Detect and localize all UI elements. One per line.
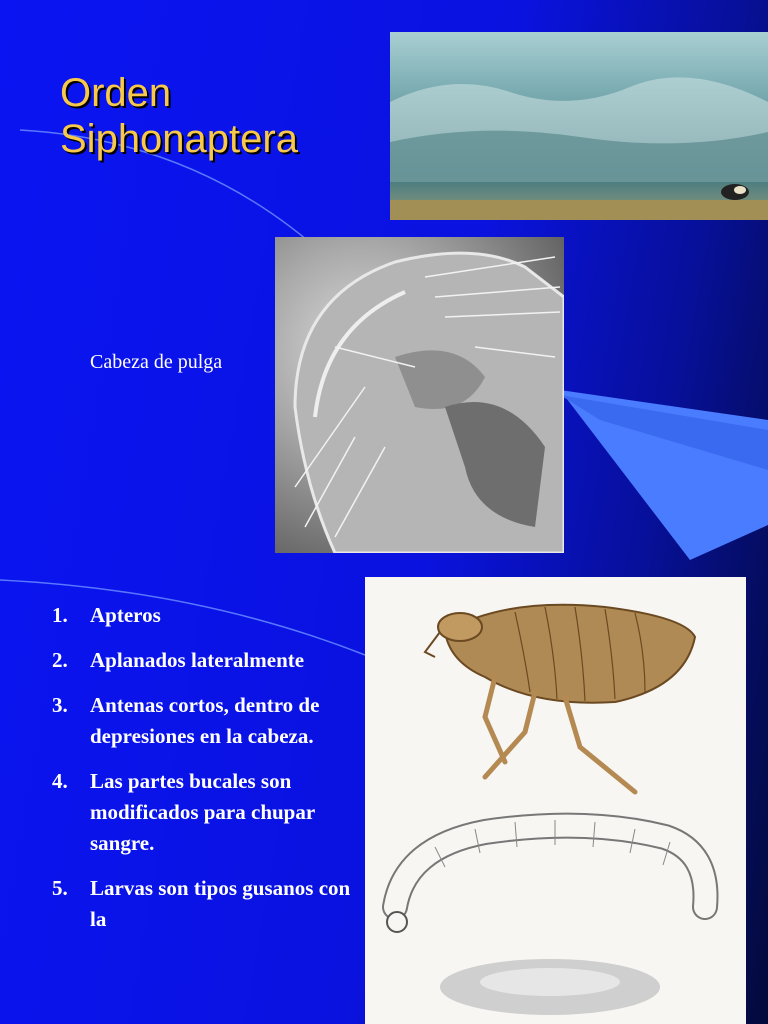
list-number: 3. — [52, 693, 68, 717]
list-text: Antenas cortos, dentro de depresiones en la cabeza. — [90, 693, 320, 748]
list-number: 5. — [52, 876, 68, 900]
landscape-photo — [390, 32, 768, 220]
slide-title — [60, 70, 298, 162]
list-number: 4. — [52, 769, 68, 793]
list-text: Aplanados lateralmente — [90, 648, 305, 672]
list-item — [52, 690, 352, 752]
flea-and-larva-illustration — [365, 577, 746, 1024]
title-line-1: Orden — [60, 71, 172, 115]
title-line-2: Siphonaptera — [60, 117, 298, 161]
characteristics-list — [52, 600, 352, 949]
list-text: Larvas son tipos gusanos con la — [90, 876, 351, 931]
list-item — [52, 600, 352, 631]
list-number: 1. — [52, 603, 68, 627]
image-caption: Cabeza de pulga — [90, 351, 223, 373]
list-item — [52, 766, 352, 859]
list-item — [52, 645, 352, 676]
list-item — [52, 873, 352, 935]
list-text: Apteros — [90, 603, 161, 627]
flea-head-micrograph — [275, 237, 564, 553]
list-number: 2. — [52, 648, 68, 672]
list-text: Las partes bucales son modificados para chupar sangre. — [90, 769, 315, 855]
